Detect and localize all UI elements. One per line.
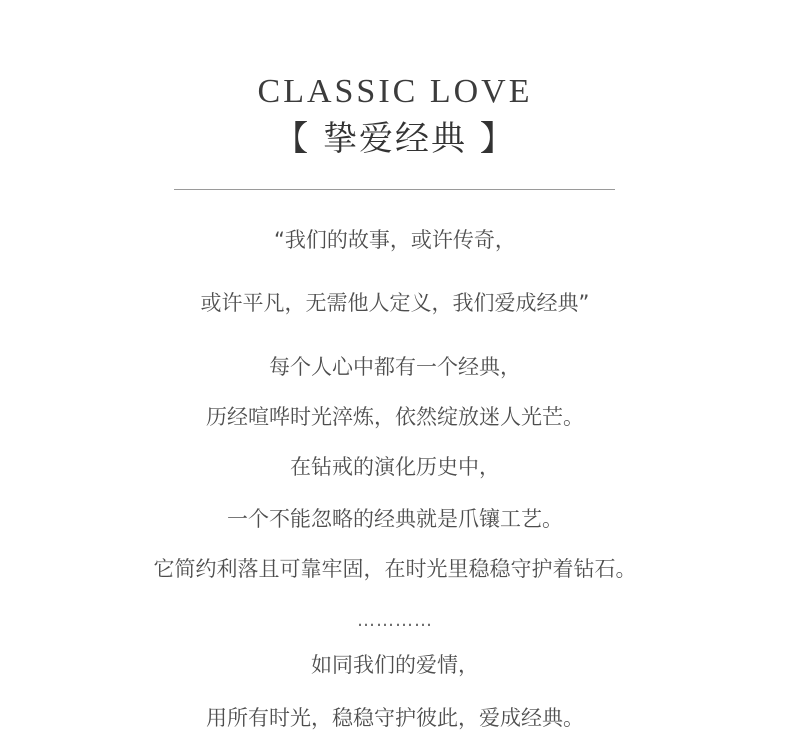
body-line-6: 如同我们的爱情，: [311, 653, 479, 677]
divider-line: [174, 189, 615, 190]
title-english: CLASSIC LOVE: [257, 73, 533, 110]
quote-line-2: 或许平凡，无需他人定义，我们爱成经典”: [200, 291, 590, 315]
body-line-3: 在钻戒的演化历史中，: [290, 455, 500, 479]
body-line-2: 历经喧哗时光淬炼，依然绽放迷人光芒。: [206, 405, 584, 429]
body-line-4: 一个不能忽略的经典就是爪镶工艺。: [227, 507, 563, 531]
body-line-5: 它简约利落且可靠牢固，在时光里稳稳守护着钻石。: [153, 557, 637, 581]
body-line-1: 每个人心中都有一个经典，: [269, 355, 521, 379]
separator-dots: …………: [357, 610, 433, 631]
quote-line-1: “我们的故事，或许传奇，: [274, 228, 516, 252]
body-line-7: 用所有时光，稳稳守护彼此，爱成经典。: [206, 706, 584, 730]
title-chinese: 【 挚爱经典 】: [274, 119, 516, 159]
